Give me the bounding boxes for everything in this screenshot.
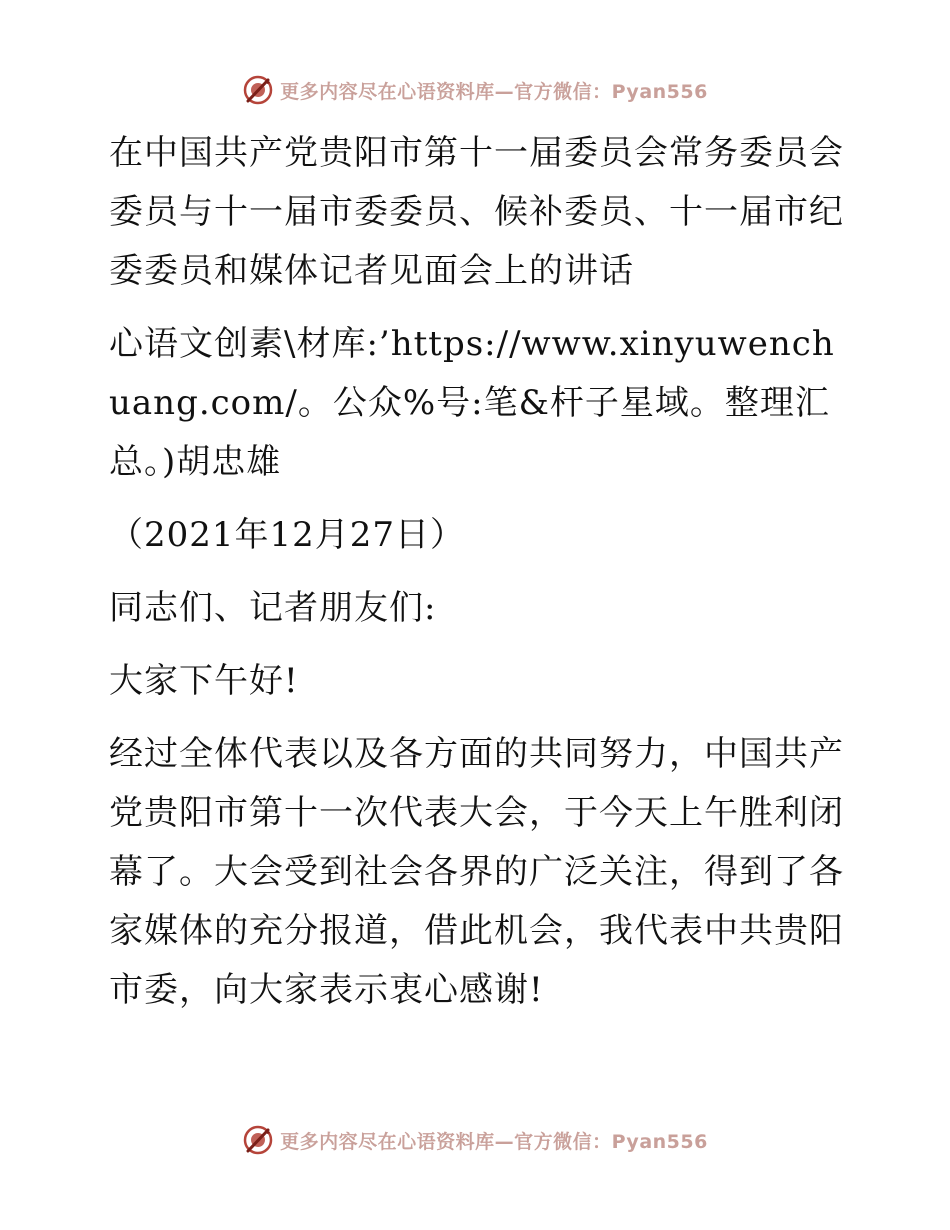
greeting: 大家下午好!: [109, 661, 299, 701]
speech-date: （2021年12月27日）: [109, 515, 466, 555]
footer-watermark-banner: [0, 1120, 950, 1160]
pen-seal-icon: [242, 74, 274, 106]
document-body: [97, 124, 857, 1020]
pen-seal-icon: [242, 1124, 274, 1156]
footer-watermark-text: 更多内容尽在心语资料库—官方微信：Pyan556: [280, 1130, 708, 1153]
document-title: 在中国共产党贵阳市第十一届委员会常务委员会委员与十一届市委委员、候补委员、十一届市纪委委员和媒体记者见面会上的讲话: [109, 133, 844, 291]
header-watermark-banner: [0, 70, 950, 110]
salutation: 同志们、记者朋友们:: [109, 588, 437, 628]
source-and-author: 心语文创素\材库:’https://www.xinyuwenchuang.com/。公众%号:笔&杆子星域。整理汇总。)胡忠雄: [109, 324, 835, 482]
header-watermark-text: 更多内容尽在心语资料库—官方微信：Pyan556: [280, 80, 708, 103]
body-paragraph: 经过全体代表以及各方面的共同努力，中国共产党贵阳市第十一次代表大会，于今天上午胜利闭幕了。大会受到社会各界的广泛关注，得到了各家媒体的充分报道，借此机会，我代表中共贵阳市委，向大家表示衷心感谢!: [109, 734, 844, 1010]
